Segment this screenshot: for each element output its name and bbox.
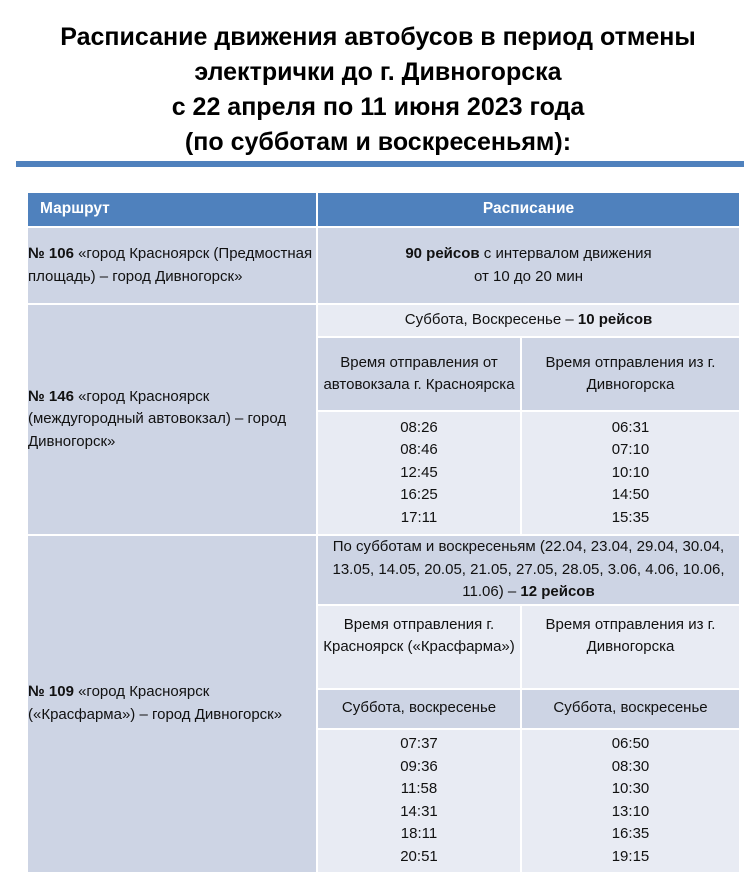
route-109-trip-count: 12 рейсов	[520, 583, 595, 600]
route-146-name: «город Красноярск (междугородный автовокзал) – город Дивногорск»	[28, 387, 287, 450]
time-value: 10:10	[611, 463, 650, 481]
time-value: 19:15	[611, 847, 650, 865]
route-106-interval-b: от 10 до 20 мин	[474, 267, 583, 285]
route-106-number: № 106	[28, 245, 74, 262]
title-line-2: электрички до г. Дивногорска	[194, 58, 562, 86]
time-value: 06:50	[611, 735, 650, 752]
header-row	[27, 192, 740, 227]
time-value: 07:37	[400, 735, 438, 752]
time-value: 16:25	[400, 486, 438, 504]
route-146-times-from-krasnoyarsk	[317, 411, 521, 535]
route-109-col2-header: Время отправления из г. Дивногорска	[521, 605, 740, 689]
schedule-table	[26, 191, 741, 874]
route-109-number: № 109	[28, 683, 74, 701]
route-146-col1-header: Время отправления от автовокзала г. Красноярска	[317, 337, 521, 411]
title-line-3: с 22 апреля по 11 июня 2023 года	[171, 93, 585, 121]
route-146-days-text: Суббота, Воскресенье –	[404, 311, 578, 329]
table-row	[27, 227, 740, 304]
table-row	[27, 535, 740, 605]
route-106-schedule	[317, 227, 740, 304]
route-146-trip-count: 10 рейсов	[577, 311, 653, 329]
time-value: 14:50	[611, 486, 650, 504]
time-value: 11:58	[400, 780, 438, 797]
time-value: 16:35	[611, 825, 650, 842]
route-109-sub2: Суббота, воскресенье	[521, 689, 740, 729]
time-value: 06:31	[611, 418, 650, 436]
schedule-column-header: Расписание	[317, 192, 740, 227]
route-106-interval-a: с интервалом движения	[479, 245, 652, 262]
time-value: 13:10	[611, 802, 650, 820]
route-146-days	[317, 304, 740, 337]
time-value: 15:35	[611, 508, 650, 526]
time-value: 08:46	[400, 441, 438, 459]
page-title	[0, 20, 756, 160]
route-106-cell	[27, 227, 317, 304]
route-146-cell	[27, 304, 317, 535]
route-109-col1-header: Время отправления г. Красноярск («Красфарма»)	[317, 605, 521, 689]
route-109-days	[317, 535, 740, 605]
route-146-times-from-divnogorsk	[521, 411, 740, 535]
title-divider	[16, 161, 744, 167]
time-value: 20:51	[400, 847, 438, 865]
title-line-1: Расписание движения автобусов в период отмены	[60, 23, 696, 51]
table-row	[27, 304, 740, 337]
title-line-4: (по субботам и воскресеньям):	[184, 128, 572, 156]
time-value: 08:30	[611, 757, 650, 775]
route-109-sub1: Суббота, воскресенье	[317, 689, 521, 729]
route-106-trip-count: 90 рейсов	[405, 245, 480, 262]
time-value: 07:10	[611, 441, 650, 459]
time-value: 09:36	[400, 757, 438, 775]
route-106-name: «город Красноярск (Предмостная площадь) – город Дивногорск»	[28, 245, 313, 285]
time-value: 10:30	[611, 780, 650, 797]
route-109-cell	[27, 535, 317, 873]
time-value: 12:45	[400, 463, 438, 481]
route-109-days-text: По субботам и воскресеньям (22.04, 23.04, 29.04, 30.04, 13.05, 14.05, 20.05, 21.05, 27.05, 28.05, 3.06, 4.06, 10.06, 11.06) –	[332, 538, 725, 600]
route-109-times-from-krasfarma	[317, 729, 521, 873]
time-value: 08:26	[400, 418, 438, 436]
route-146-number: № 146	[28, 387, 74, 405]
route-109-name: «город Красноярск («Красфарма») – город Дивногорск»	[28, 683, 283, 723]
time-value: 14:31	[400, 802, 438, 820]
route-146-col2-header: Время отправления из г. Дивногорска	[521, 337, 740, 411]
time-value: 18:11	[400, 825, 438, 842]
route-column-header: Маршрут	[27, 192, 317, 227]
route-109-times-from-divnogorsk	[521, 729, 740, 873]
time-value: 17:11	[400, 508, 438, 526]
